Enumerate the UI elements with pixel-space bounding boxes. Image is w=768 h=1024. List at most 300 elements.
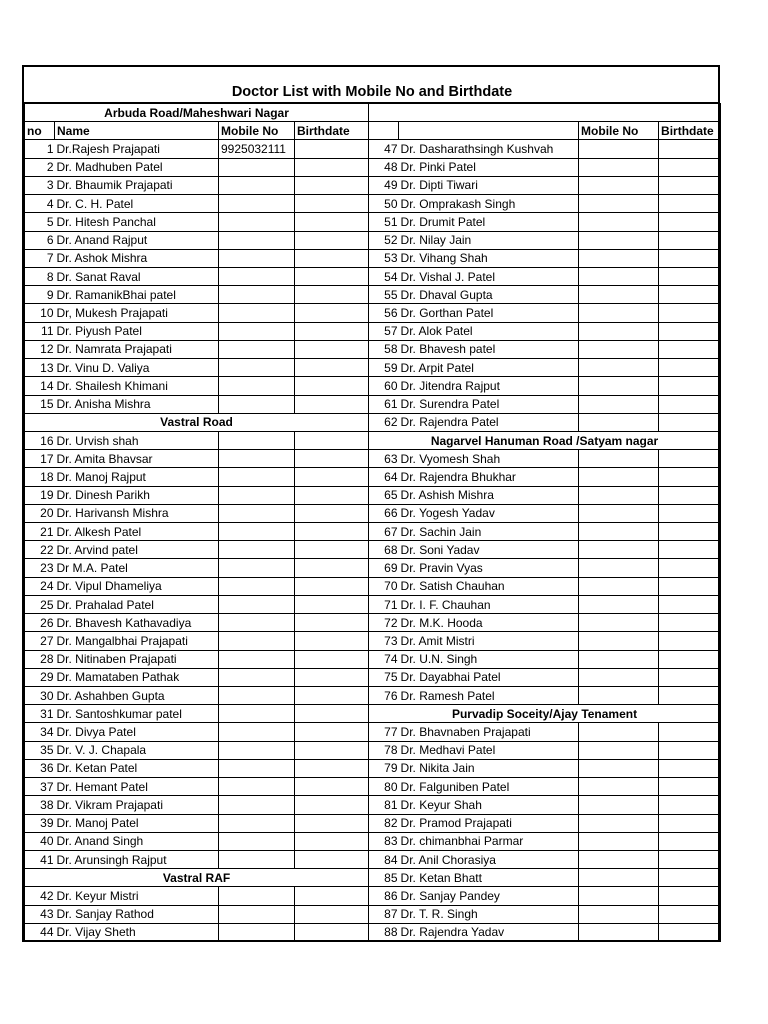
left-cell-mobile: 9925032111 (219, 140, 295, 158)
left-cell-name: Dr. Urvish shah (55, 431, 219, 449)
right-cell-no: 75 (369, 668, 399, 686)
right-cell-name: Dr. Sachin Jain (399, 523, 579, 541)
left-cell-mobile (219, 705, 295, 723)
left-cell-no: 44 (25, 923, 55, 941)
right-cell-birthdate (659, 523, 721, 541)
left-cell-mobile (219, 431, 295, 449)
right-cell-no: 72 (369, 614, 399, 632)
left-cell-no: 2 (25, 158, 55, 176)
left-cell-mobile (219, 577, 295, 595)
right-header-name (399, 122, 579, 140)
right-cell-no: 79 (369, 759, 399, 777)
left-cell-no: 23 (25, 559, 55, 577)
doctor-list-sheet (22, 65, 720, 942)
right-cell-name: Dr. Bhavnaben Prajapati (399, 723, 579, 741)
left-cell-no: 9 (25, 286, 55, 304)
right-section-heading: Purvadip Soceity/Ajay Tenament (369, 705, 721, 723)
table-row (25, 832, 721, 850)
left-cell-birthdate (295, 705, 369, 723)
right-cell-birthdate (659, 850, 721, 868)
right-cell-no: 60 (369, 377, 399, 395)
left-cell-no: 31 (25, 705, 55, 723)
left-cell-no: 18 (25, 468, 55, 486)
right-cell-no: 87 (369, 905, 399, 923)
right-cell-birthdate (659, 304, 721, 322)
right-cell-name: Dr. Bhavesh patel (399, 340, 579, 358)
right-cell-mobile (579, 359, 659, 377)
right-cell-mobile (579, 195, 659, 213)
right-cell-birthdate (659, 778, 721, 796)
right-cell-mobile (579, 887, 659, 905)
left-cell-no: 10 (25, 304, 55, 322)
left-cell-no: 40 (25, 832, 55, 850)
right-cell-no: 83 (369, 832, 399, 850)
left-cell-mobile (219, 213, 295, 231)
table-row (25, 523, 721, 541)
left-cell-name: Dr. Nitinaben Prajapati (55, 650, 219, 668)
left-cell-birthdate (295, 650, 369, 668)
left-cell-name: Dr. Mamataben Pathak (55, 668, 219, 686)
right-cell-name: Dr. U.N. Singh (399, 650, 579, 668)
right-header-no (369, 122, 399, 140)
table-row (25, 869, 721, 887)
right-header-birthdate: Birthdate (659, 122, 721, 140)
table-row (25, 668, 721, 686)
right-cell-name: Dr. M.K. Hooda (399, 614, 579, 632)
table-row (25, 359, 721, 377)
right-cell-name: Dr. Satish Chauhan (399, 577, 579, 595)
left-cell-name: Dr. Vinu D. Valiya (55, 359, 219, 377)
table-row (25, 158, 721, 176)
left-cell-birthdate (295, 559, 369, 577)
right-cell-name: Dr. Pramod Prajapati (399, 814, 579, 832)
left-cell-name: Dr. Hemant Patel (55, 778, 219, 796)
right-cell-no: 47 (369, 140, 399, 158)
table-row (25, 614, 721, 632)
left-cell-birthdate (295, 759, 369, 777)
table-row (25, 450, 721, 468)
right-cell-no: 81 (369, 796, 399, 814)
left-cell-no: 28 (25, 650, 55, 668)
left-cell-no: 35 (25, 741, 55, 759)
left-cell-no: 11 (25, 322, 55, 340)
left-header-birthdate: Birthdate (295, 122, 369, 140)
table-row (25, 286, 721, 304)
left-cell-name: Dr. Namrata Prajapati (55, 340, 219, 358)
table-row (25, 122, 721, 140)
left-cell-mobile (219, 504, 295, 522)
left-cell-no: 20 (25, 504, 55, 522)
left-cell-no: 26 (25, 614, 55, 632)
right-cell-no: 53 (369, 249, 399, 267)
table-row (25, 249, 721, 267)
left-cell-birthdate (295, 176, 369, 194)
table-row (25, 541, 721, 559)
left-cell-no: 38 (25, 796, 55, 814)
left-cell-name: Dr. Divya Patel (55, 723, 219, 741)
left-cell-birthdate (295, 140, 369, 158)
table-row (25, 195, 721, 213)
left-cell-mobile (219, 359, 295, 377)
left-cell-birthdate (295, 523, 369, 541)
doctor-table (24, 103, 721, 942)
left-cell-mobile (219, 559, 295, 577)
table-row (25, 887, 721, 905)
right-cell-mobile (579, 723, 659, 741)
left-cell-mobile (219, 340, 295, 358)
right-cell-name: Dr. Rajendra Patel (399, 413, 579, 431)
left-cell-mobile (219, 832, 295, 850)
left-cell-mobile (219, 286, 295, 304)
left-cell-mobile (219, 595, 295, 613)
table-row (25, 486, 721, 504)
left-cell-name: Dr. Ashahben Gupta (55, 687, 219, 705)
right-cell-mobile (579, 650, 659, 668)
right-cell-birthdate (659, 450, 721, 468)
right-cell-birthdate (659, 559, 721, 577)
right-cell-name: Dr. Nilay Jain (399, 231, 579, 249)
right-cell-birthdate (659, 213, 721, 231)
left-cell-mobile (219, 468, 295, 486)
left-cell-mobile (219, 249, 295, 267)
right-cell-mobile (579, 286, 659, 304)
right-cell-no: 69 (369, 559, 399, 577)
table-row (25, 377, 721, 395)
left-cell-no: 29 (25, 668, 55, 686)
left-cell-birthdate (295, 850, 369, 868)
left-cell-no: 39 (25, 814, 55, 832)
left-section-heading: Vastral RAF (25, 869, 369, 887)
left-cell-no: 19 (25, 486, 55, 504)
table-row (25, 504, 721, 522)
right-cell-no: 84 (369, 850, 399, 868)
right-cell-birthdate (659, 905, 721, 923)
table-row (25, 304, 721, 322)
right-cell-name: Dr. Jitendra Rajput (399, 377, 579, 395)
left-cell-name: Dr. Keyur Mistri (55, 887, 219, 905)
table-row (25, 322, 721, 340)
right-cell-no: 58 (369, 340, 399, 358)
table-row (25, 923, 721, 941)
right-cell-mobile (579, 832, 659, 850)
right-cell-birthdate (659, 249, 721, 267)
left-cell-mobile (219, 523, 295, 541)
left-cell-name: Dr. Manoj Rajput (55, 468, 219, 486)
right-cell-birthdate (659, 322, 721, 340)
right-cell-name: Dr. Gorthan Patel (399, 304, 579, 322)
right-cell-no: 59 (369, 359, 399, 377)
right-cell-birthdate (659, 267, 721, 285)
left-section-heading: Vastral Road (25, 413, 369, 431)
left-cell-no: 4 (25, 195, 55, 213)
left-cell-birthdate (295, 905, 369, 923)
right-cell-birthdate (659, 195, 721, 213)
left-cell-name: Dr. Manoj Patel (55, 814, 219, 832)
left-cell-birthdate (295, 340, 369, 358)
right-cell-birthdate (659, 395, 721, 413)
left-cell-mobile (219, 723, 295, 741)
left-cell-no: 21 (25, 523, 55, 541)
right-cell-name: Dr. Rajendra Yadav (399, 923, 579, 941)
right-cell-birthdate (659, 796, 721, 814)
right-header-mobile: Mobile No (579, 122, 659, 140)
right-cell-name: Dr. Falguniben Patel (399, 778, 579, 796)
left-cell-no: 41 (25, 850, 55, 868)
right-cell-name: Dr. Yogesh Yadav (399, 504, 579, 522)
right-cell-name: Dr. Nikita Jain (399, 759, 579, 777)
left-cell-name: Dr. Anand Singh (55, 832, 219, 850)
right-cell-no: 77 (369, 723, 399, 741)
right-cell-mobile (579, 850, 659, 868)
right-cell-name: Dr. Omprakash Singh (399, 195, 579, 213)
right-cell-name: Dr. Vihang Shah (399, 249, 579, 267)
right-cell-mobile (579, 158, 659, 176)
right-cell-name: Dr. Amit Mistri (399, 632, 579, 650)
right-cell-no: 73 (369, 632, 399, 650)
right-cell-no: 78 (369, 741, 399, 759)
right-cell-birthdate (659, 577, 721, 595)
right-cell-birthdate (659, 668, 721, 686)
right-cell-name: Dr. Pravin Vyas (399, 559, 579, 577)
table-row (25, 850, 721, 868)
right-cell-no: 66 (369, 504, 399, 522)
left-cell-name: Dr, Mukesh Prajapati (55, 304, 219, 322)
table-row (25, 632, 721, 650)
right-cell-no: 88 (369, 923, 399, 941)
right-cell-mobile (579, 595, 659, 613)
left-cell-mobile (219, 923, 295, 941)
right-section-heading: Nagarvel Hanuman Road /Satyam nagar (369, 431, 721, 449)
right-cell-mobile (579, 614, 659, 632)
right-cell-birthdate (659, 723, 721, 741)
left-cell-no: 5 (25, 213, 55, 231)
title-row (24, 67, 720, 103)
left-cell-mobile (219, 741, 295, 759)
right-cell-no: 70 (369, 577, 399, 595)
right-cell-no: 71 (369, 595, 399, 613)
left-cell-no: 34 (25, 723, 55, 741)
right-cell-birthdate (659, 632, 721, 650)
right-cell-name: Dr. Dhaval Gupta (399, 286, 579, 304)
left-cell-mobile (219, 176, 295, 194)
left-cell-name: Dr. Vikram Prajapati (55, 796, 219, 814)
left-cell-mobile (219, 759, 295, 777)
left-cell-birthdate (295, 322, 369, 340)
right-cell-birthdate (659, 176, 721, 194)
right-cell-name: Dr. Dasharathsingh Kushvah (399, 140, 579, 158)
right-cell-name: Dr. Alok Patel (399, 322, 579, 340)
left-section-heading: Arbuda Road/Maheshwari Nagar (25, 104, 369, 122)
right-cell-name: Dr. I. F. Chauhan (399, 595, 579, 613)
left-cell-name: Dr. Ashok Mishra (55, 249, 219, 267)
document-title: Doctor List with Mobile No and Birthdate (231, 84, 513, 100)
left-cell-birthdate (295, 468, 369, 486)
left-cell-name: Dr. Sanat Raval (55, 267, 219, 285)
table-row (25, 814, 721, 832)
left-cell-name: Dr. Vijay Sheth (55, 923, 219, 941)
table-row (25, 595, 721, 613)
table-row (25, 905, 721, 923)
left-cell-birthdate (295, 832, 369, 850)
right-cell-name: Dr. Ketan Bhatt (399, 869, 579, 887)
left-cell-name: Dr. C. H. Patel (55, 195, 219, 213)
right-cell-name: Dr. Surendra Patel (399, 395, 579, 413)
table-row (25, 796, 721, 814)
right-cell-mobile (579, 231, 659, 249)
table-row (25, 431, 721, 449)
right-cell-mobile (579, 140, 659, 158)
right-cell-name: Dr. Drumit Patel (399, 213, 579, 231)
right-cell-mobile (579, 340, 659, 358)
left-cell-no: 24 (25, 577, 55, 595)
right-cell-mobile (579, 213, 659, 231)
right-cell-birthdate (659, 759, 721, 777)
right-cell-name: Dr. Anil Chorasiya (399, 850, 579, 868)
left-cell-birthdate (295, 923, 369, 941)
left-cell-birthdate (295, 286, 369, 304)
left-cell-name: Dr. V. J. Chapala (55, 741, 219, 759)
right-cell-name: Dr. T. R. Singh (399, 905, 579, 923)
right-cell-name: Dr. Dayabhai Patel (399, 668, 579, 686)
left-cell-mobile (219, 814, 295, 832)
table-row (25, 104, 721, 122)
right-cell-no: 76 (369, 687, 399, 705)
left-cell-no: 8 (25, 267, 55, 285)
left-cell-birthdate (295, 887, 369, 905)
left-cell-name: Dr. Mangalbhai Prajapati (55, 632, 219, 650)
right-cell-birthdate (659, 413, 721, 431)
right-cell-mobile (579, 759, 659, 777)
left-cell-name: Dr. Vipul Dhameliya (55, 577, 219, 595)
right-cell-mobile (579, 304, 659, 322)
right-cell-birthdate (659, 340, 721, 358)
right-cell-birthdate (659, 814, 721, 832)
left-cell-name: Dr. Madhuben Patel (55, 158, 219, 176)
left-cell-no: 12 (25, 340, 55, 358)
left-cell-no: 30 (25, 687, 55, 705)
right-cell-birthdate (659, 923, 721, 941)
left-header-mobile: Mobile No (219, 122, 295, 140)
right-cell-mobile (579, 486, 659, 504)
right-cell-mobile (579, 668, 659, 686)
left-cell-birthdate (295, 304, 369, 322)
right-cell-no: 64 (369, 468, 399, 486)
left-cell-no: 3 (25, 176, 55, 194)
right-cell-no: 86 (369, 887, 399, 905)
left-cell-birthdate (295, 450, 369, 468)
table-row (25, 577, 721, 595)
right-cell-name: Dr. Sanjay Pandey (399, 887, 579, 905)
left-cell-no: 27 (25, 632, 55, 650)
right-cell-no: 52 (369, 231, 399, 249)
left-cell-birthdate (295, 431, 369, 449)
right-cell-birthdate (659, 158, 721, 176)
table-row (25, 468, 721, 486)
table-row (25, 559, 721, 577)
left-cell-mobile (219, 377, 295, 395)
left-cell-mobile (219, 850, 295, 868)
right-cell-name: Dr. Vyomesh Shah (399, 450, 579, 468)
right-cell-name: Dr. chimanbhai Parmar (399, 832, 579, 850)
right-cell-name: Dr. Arpit Patel (399, 359, 579, 377)
left-cell-name: Dr. Dinesh Parikh (55, 486, 219, 504)
left-cell-name: Dr. Santoshkumar patel (55, 705, 219, 723)
table-row (25, 778, 721, 796)
right-cell-no: 85 (369, 869, 399, 887)
left-cell-mobile (219, 450, 295, 468)
left-cell-mobile (219, 486, 295, 504)
left-cell-no: 43 (25, 905, 55, 923)
left-cell-birthdate (295, 395, 369, 413)
table-row (25, 140, 721, 158)
left-cell-mobile (219, 395, 295, 413)
right-cell-no: 82 (369, 814, 399, 832)
right-cell-birthdate (659, 468, 721, 486)
left-header-name: Name (55, 122, 219, 140)
right-cell-mobile (579, 869, 659, 887)
left-header-no: no (25, 122, 55, 140)
left-cell-birthdate (295, 213, 369, 231)
table-row (25, 176, 721, 194)
left-cell-birthdate (295, 814, 369, 832)
right-cell-no: 49 (369, 176, 399, 194)
right-cell-mobile (579, 377, 659, 395)
left-cell-birthdate (295, 359, 369, 377)
table-row (25, 705, 721, 723)
left-cell-mobile (219, 887, 295, 905)
left-cell-name: Dr. Bhaumik Prajapati (55, 176, 219, 194)
left-cell-birthdate (295, 595, 369, 613)
right-cell-mobile (579, 741, 659, 759)
left-cell-mobile (219, 614, 295, 632)
right-cell-mobile (579, 468, 659, 486)
table-row (25, 231, 721, 249)
left-cell-no: 37 (25, 778, 55, 796)
left-cell-name: Dr. Amita Bhavsar (55, 450, 219, 468)
left-cell-no: 7 (25, 249, 55, 267)
doctor-table-body (25, 104, 721, 942)
left-cell-birthdate (295, 377, 369, 395)
right-cell-mobile (579, 778, 659, 796)
left-cell-birthdate (295, 541, 369, 559)
right-cell-no: 65 (369, 486, 399, 504)
left-cell-birthdate (295, 486, 369, 504)
left-cell-name: Dr. Alkesh Patel (55, 523, 219, 541)
left-cell-mobile (219, 778, 295, 796)
table-row (25, 650, 721, 668)
right-cell-mobile (579, 395, 659, 413)
left-cell-birthdate (295, 614, 369, 632)
right-cell-no: 67 (369, 523, 399, 541)
left-cell-name: Dr. Piyush Patel (55, 322, 219, 340)
left-cell-birthdate (295, 577, 369, 595)
right-cell-birthdate (659, 650, 721, 668)
left-cell-birthdate (295, 668, 369, 686)
table-row (25, 213, 721, 231)
right-cell-birthdate (659, 286, 721, 304)
left-cell-mobile (219, 796, 295, 814)
table-row (25, 687, 721, 705)
left-cell-mobile (219, 687, 295, 705)
table-row (25, 741, 721, 759)
left-cell-mobile (219, 231, 295, 249)
right-cell-birthdate (659, 377, 721, 395)
right-cell-mobile (579, 267, 659, 285)
right-cell-birthdate (659, 887, 721, 905)
left-cell-no: 16 (25, 431, 55, 449)
table-row (25, 413, 721, 431)
left-cell-name: Dr. Prahalad Patel (55, 595, 219, 613)
